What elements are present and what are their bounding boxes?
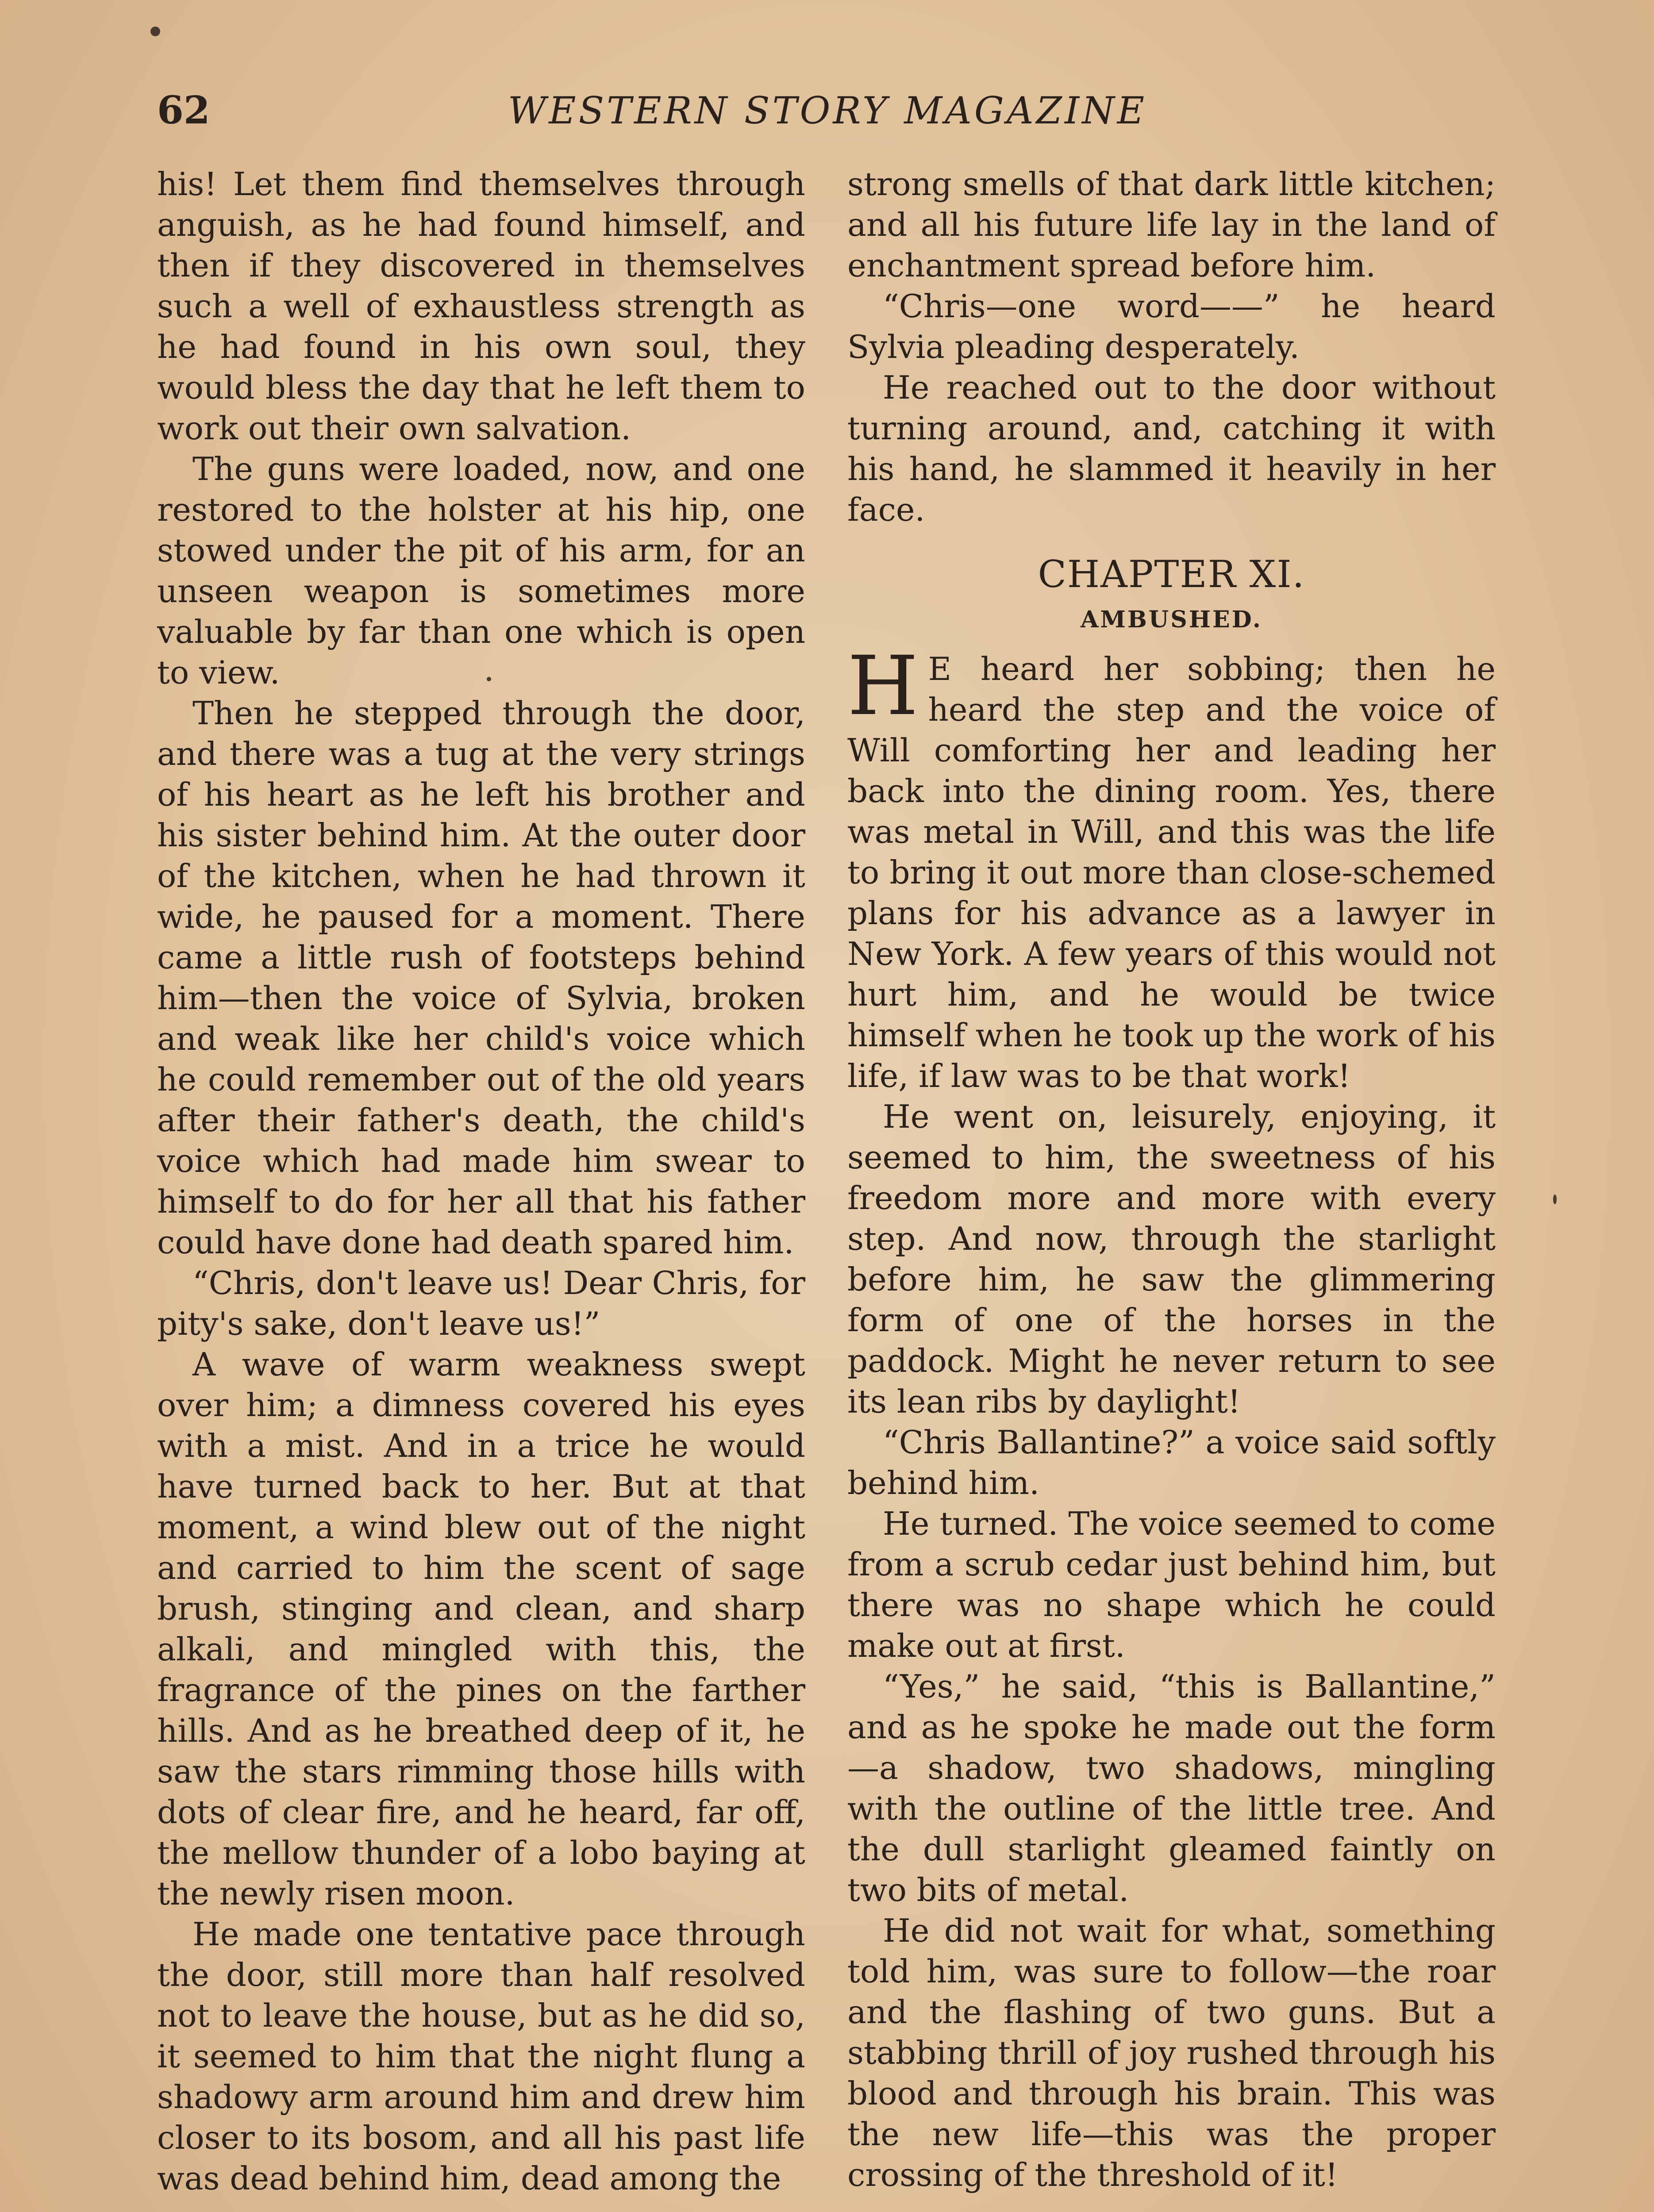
paragraph: The guns were loaded, now, and one restored to the holster at his hip, one stowed under the pit of his arm, for an unseen weapon is sometimes more valuable by far than one which is open to view. (157, 450, 805, 691)
paragraph: “Chris—one word——” he heard Sylvia pleading desperately. (847, 288, 1496, 365)
left-column (157, 164, 805, 2212)
paragraph: He went on, leisurely, enjoying, it seemed to him, the sweetness of his freedom more and more with every step. And now, through the starlight before him, he saw the glimmering form of one of the horses in the paddock. Might he never return to see its lean ribs by daylight! (847, 1098, 1496, 1420)
chapter-first-paragraph (847, 639, 1496, 1096)
paragraph: He did not wait for what, something told him, was sure to follow—the roar and the flashing of two guns. But a stabbing thrill of joy rushed through his blood and through his brain. This was the new life—this was the proper crossing of the threshold of it! (847, 1912, 1496, 2193)
paragraph: He reached out to the door without turning around, and, catching it with his hand, he slammed it heavily in her face. (847, 369, 1496, 528)
paper-speck (487, 677, 491, 681)
chapter-subtitle: AMBUSHED. (1081, 606, 1262, 633)
running-title: WESTERN STORY MAGAZINE (508, 89, 1147, 132)
drop-cap: H (847, 639, 919, 733)
paper-speck (150, 27, 160, 36)
page-number: 62 (157, 88, 210, 133)
paragraph: Then he stepped through the door, and there was a tug at the very strings of his heart as he left his brother and his sister behind him. At the outer door of the kitchen, when he had thrown it wide, he paused for a moment. There came a little rush of footsteps behind him—then the voice of Sylvia, broken and weak like her child's voice which he could remember out of the old years after their father's death, the child's voice which had made him swear to himself to do for her all that his father could have done had death spared him. (157, 695, 805, 1261)
paragraph: his! Let them find themselves through anguish, as he had found himself, and then if they discovered in themselves such a well of exhaustless strength as he had found in his own soul, they would bless the day that he left them to work out their own salvation. (157, 165, 805, 447)
right-column (847, 164, 1496, 2212)
paragraph: “Chris Ballantine?” a voice said softly behind him. (847, 1424, 1496, 1502)
paragraph: “Yes,” he said, “this is Ballantine,” and as he spoke he made out the form—a shadow, two shadows, mingling with the outline of the little tree. And the dull starlight gleamed faintly on two bits of metal. (847, 1668, 1496, 1909)
paragraph: He turned. The voice seemed to come from a scrub cedar just behind him, but there was no shape which he could make out at first. (847, 1505, 1496, 1664)
first-paragraph-text: E heard her sobbing; then he heard the step and the voice of Will comforting her and leading her back into the dining room. Yes, there was metal in Will, and this was the life to bring it out more than close-schemed plans for his advance as a lawyer in New York. A few years of this would not hurt him, and he would be twice himself when he took up the work of his life, if law was to be that work! (847, 650, 1496, 1094)
paragraph: “Chris, don't leave us! Dear Chris, for pity's sake, don't leave us!” (157, 1264, 805, 1342)
page-header (157, 84, 1498, 137)
paragraph: strong smells of that dark little kitchen; and all his future life lay in the land of enchantment spread before him. (847, 165, 1496, 284)
paragraph: A wave of warm weakness swept over him; a dimness covered his eyes with a mist. And in a trice he would have turned back to her. But at that moment, a wind blew out of the night and carried to him the scent of sage brush, stinging and clean, and sharp alkali, and mingled with this, the fragrance of the pines on the farther hills. And as he breathed deep of it, he saw the stars rimming those hills with dots of clear fire, and he heard, far off, the mellow thunder of a lobo baying at the newly risen moon. (157, 1346, 805, 1912)
chapter-title: CHAPTER XI. (1038, 553, 1305, 596)
paper-speck (1553, 1194, 1557, 1204)
paragraph: He made one tentative pace through the door, still more than half resolved not to leave the house, but as he did so, it seemed to him that the night flung a shadowy arm around him and drew him closer to its bosom, and all his past life was dead behind him, dead among the (157, 1916, 805, 2197)
